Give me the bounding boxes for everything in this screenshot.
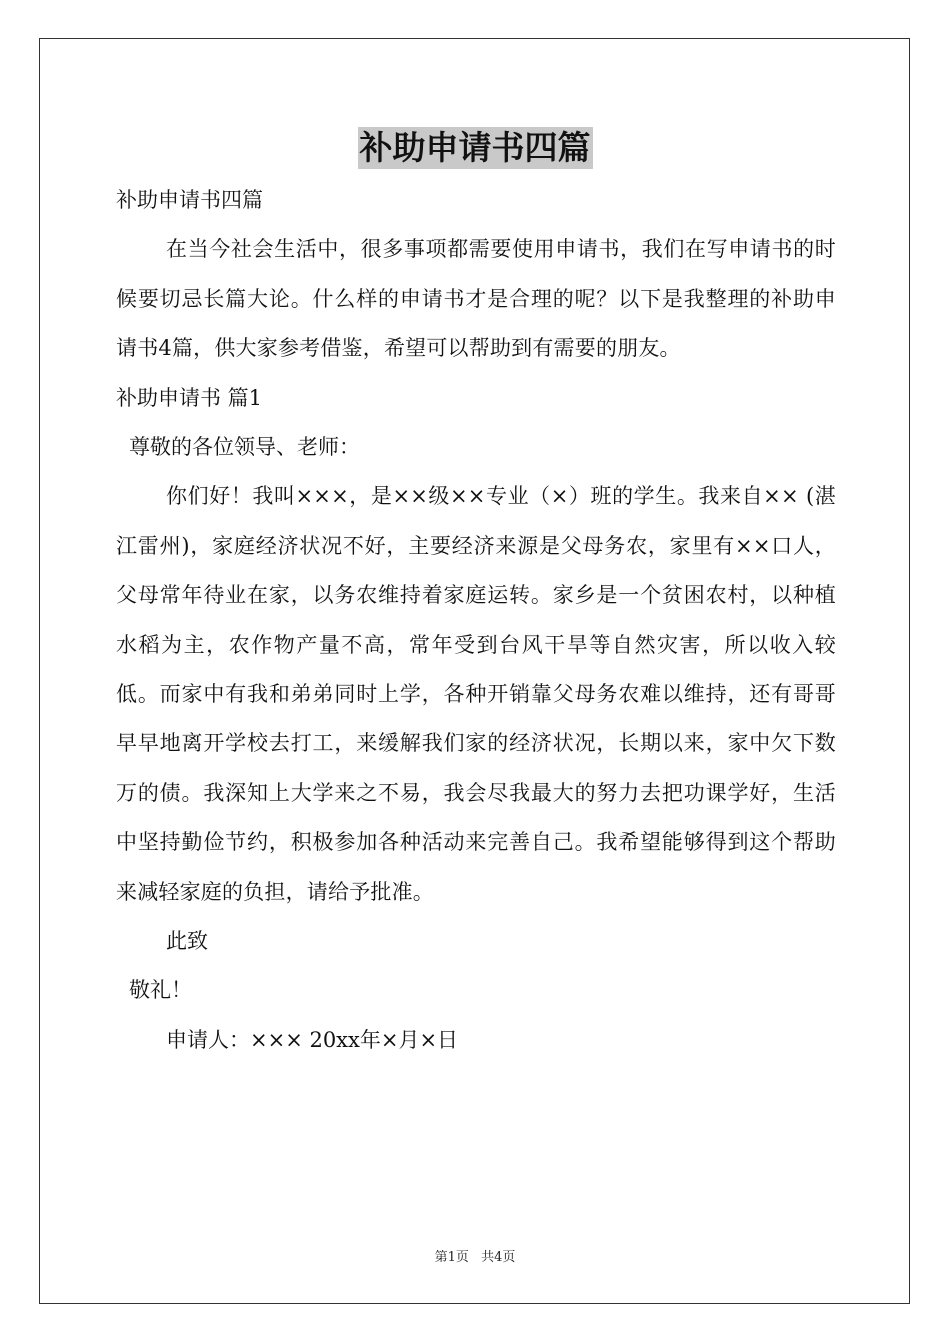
regards-line: 敬礼！ (129, 978, 192, 1003)
body-paragraph: 你们好！我叫×××，是××级××专业（×）班的学生。我来自×× (湛江雷州)，家庭经济状况不好，主要经济来源是父母务农，家里有××口人，父母常年待业在家，以务农维持着家庭运转。家乡是一个贫困农村，以种植水稻为主，农作物产量不高，常年受到台风干旱等自然灾害，所以收入较低。而家中有我和弟弟同时上学，各种开销靠父母务农难以维持，还有哥哥早早地离开学校去打工，来缓解我们家的经济状况，长期以来，家中欠下数万的债。我深知上大学来之不易，我会尽我最大的努力去把功课学好，生活中坚持勤俭节约，积极参加各种活动来完善自己。我希望能够得到这个帮助来减轻家庭的负担，请给予批准。 (116, 484, 836, 904)
intro-paragraph: 在当今社会生活中，很多事项都需要使用申请书，我们在写申请书的时候要切忌长篇大论。什么样的申请书才是合理的呢？以下是我整理的补助申请书4篇，供大家参考借鉴，希望可以帮助到有需要的朋友。 (116, 237, 836, 361)
document-body (116, 176, 836, 1065)
page-footer (0, 1246, 950, 1265)
salutation: 尊敬的各位领导、老师： (129, 435, 360, 459)
page-total: 共4页 (481, 1250, 516, 1265)
document-subtitle: 补助申请书四篇 (116, 188, 263, 212)
page-number: 第1页 (434, 1250, 469, 1265)
document-title-text: 补助申请书四篇 (359, 128, 591, 167)
section-heading: 补助申请书 篇1 (116, 385, 263, 410)
closing-line: 此致 (166, 929, 208, 954)
document-title (0, 127, 950, 169)
signature-line: 申请人：××× 20xx年×月×日 (166, 1027, 459, 1052)
